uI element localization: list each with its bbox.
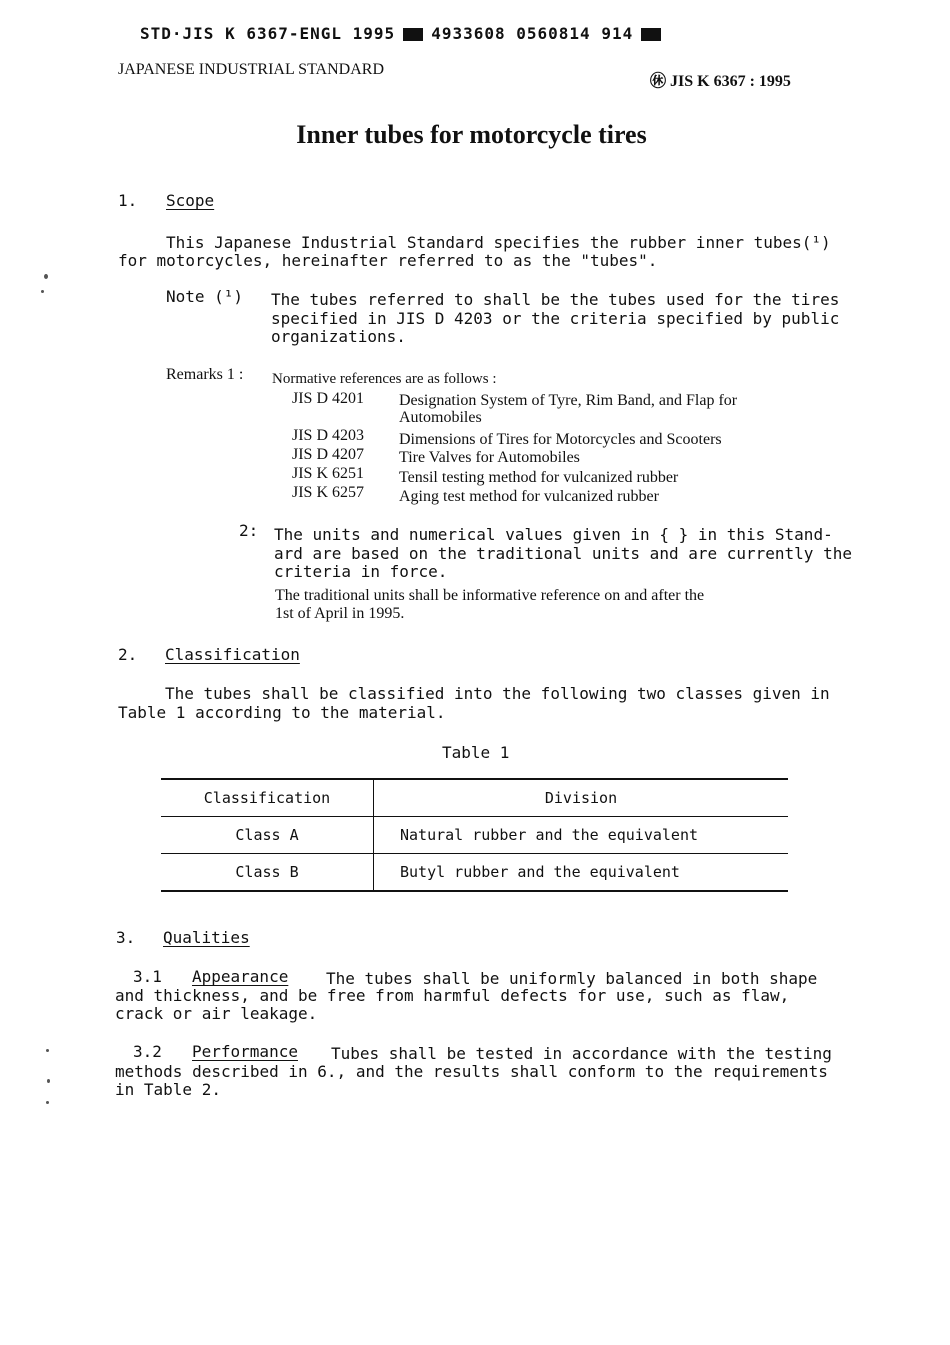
black-bar-mark bbox=[641, 28, 661, 41]
reference-code: JIS D 4201 bbox=[292, 390, 365, 407]
reference-title: Tensil testing method for vulcanized rubber bbox=[399, 469, 679, 486]
section-number: 3. bbox=[116, 928, 136, 947]
scope-paragraph-line: for motorcycles, hereinafter referred to as the "tubes". bbox=[118, 251, 658, 270]
reference-title: Automobiles bbox=[399, 409, 482, 426]
classification-paragraph-line: The tubes shall be classified into the following two classes given in bbox=[165, 684, 830, 703]
subsection-number: 3.1 bbox=[133, 967, 162, 986]
performance-line: Tubes shall be tested in accordance with the testing bbox=[331, 1044, 832, 1063]
document-code: STD·JIS K 6367-ENGL 1995 bbox=[140, 24, 396, 43]
scope-paragraph-line: This Japanese Industrial Standard specifies the rubber inner tubes(¹) bbox=[166, 233, 831, 252]
subsection-heading-appearance: Appearance bbox=[192, 967, 289, 986]
reference-title: Aging test method for vulcanized rubber bbox=[399, 488, 659, 505]
subsection-number: 3.2 bbox=[133, 1042, 162, 1061]
performance-line: in Table 2. bbox=[115, 1080, 221, 1099]
document-title: Inner tubes for motorcycle tires bbox=[296, 120, 647, 149]
section-number: 1. bbox=[118, 191, 138, 210]
appearance-line: The tubes shall be uniformly balanced in both shape bbox=[326, 969, 818, 988]
table-header-cell: Division bbox=[544, 789, 618, 807]
table-cell: Natural rubber and the equivalent bbox=[400, 826, 699, 844]
remarks-intro: Normative references are as follows : bbox=[272, 371, 497, 387]
table-cell: Class B bbox=[161, 854, 374, 892]
scan-speck bbox=[46, 1101, 49, 1104]
table-row bbox=[161, 854, 788, 892]
scan-speck bbox=[46, 1049, 49, 1052]
section-heading-classification: Classification bbox=[165, 645, 300, 664]
remark2-line: The units and numerical values given in { } in this Stand- bbox=[274, 525, 833, 544]
appearance-line: crack or air leakage. bbox=[115, 1004, 318, 1023]
section-number: 2. bbox=[118, 645, 138, 664]
appearance-line: and thickness, and be free from harmful defects for use, such as flaw, bbox=[115, 986, 790, 1005]
reference-code: JIS K 6251 bbox=[292, 465, 365, 482]
note-line: specified in JIS D 4203 or the criteria specified by public bbox=[271, 309, 840, 328]
note-line: The tubes referred to shall be the tubes used for the tires bbox=[271, 290, 840, 309]
performance-line: methods described in 6., and the results shall conform to the requirements bbox=[115, 1062, 828, 1081]
section-heading-qualities: Qualities bbox=[163, 928, 250, 947]
remarks-label: Remarks 1 : bbox=[166, 366, 244, 383]
table-header-row bbox=[161, 779, 788, 817]
organization-name: JAPANESE INDUSTRIAL STANDARD bbox=[118, 61, 384, 78]
scan-speck bbox=[44, 274, 48, 279]
table-header-cell: Classification bbox=[161, 779, 374, 817]
scan-speck bbox=[41, 290, 44, 293]
reference-title: Designation System of Tyre, Rim Band, and Flap for bbox=[399, 392, 738, 409]
subsection-heading-performance: Performance bbox=[192, 1042, 298, 1061]
reference-title: Dimensions of Tires for Motorcycles and Scooters bbox=[399, 431, 722, 448]
standard-number: ㊡ JIS K 6367 : 1995 bbox=[650, 73, 791, 90]
reference-code: JIS D 4203 bbox=[292, 427, 365, 444]
jis-mark-icon: ㊡ bbox=[650, 73, 667, 90]
scan-speck bbox=[47, 1079, 50, 1083]
remark2-line: criteria in force. bbox=[274, 562, 448, 581]
remark2-label: 2: bbox=[239, 521, 259, 540]
reference-code: JIS D 4207 bbox=[292, 446, 365, 463]
barcode-number: 4933608 0560814 914 bbox=[431, 24, 634, 43]
table-caption: Table 1 bbox=[442, 743, 510, 762]
classification-paragraph-line: Table 1 according to the material. bbox=[118, 703, 446, 722]
classification-table bbox=[161, 778, 788, 892]
table-cell: Class A bbox=[161, 817, 374, 854]
remark2-line: ard are based on the traditional units and are currently the bbox=[274, 544, 852, 563]
document-code-line bbox=[140, 24, 669, 43]
remark2-extra-line: 1st of April in 1995. bbox=[275, 605, 405, 622]
note-label: Note (¹) bbox=[166, 287, 244, 306]
black-bar-mark bbox=[403, 28, 423, 41]
note-line: organizations. bbox=[271, 327, 406, 346]
reference-code: JIS K 6257 bbox=[292, 484, 365, 501]
table-cell: Butyl rubber and the equivalent bbox=[400, 863, 680, 881]
table-row bbox=[161, 817, 788, 854]
reference-title: Tire Valves for Automobiles bbox=[399, 449, 580, 466]
remark2-extra-line: The traditional units shall be informative reference on and after the bbox=[275, 587, 705, 604]
section-heading-scope: Scope bbox=[166, 191, 215, 210]
